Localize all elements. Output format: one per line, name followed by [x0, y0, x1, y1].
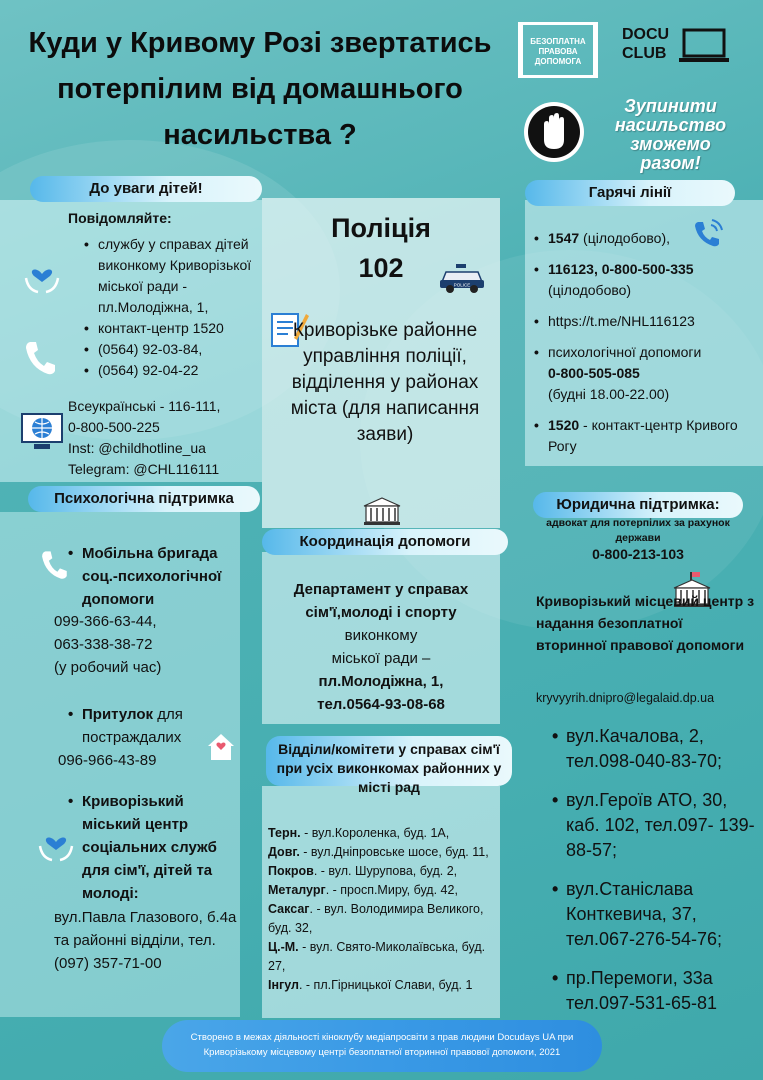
slogan-line: Зупинити: [624, 96, 717, 116]
heart-hands-icon: [22, 258, 62, 296]
house-icon: [204, 730, 238, 764]
list-item: [534, 228, 760, 249]
district-address: . - вул. Шурупова, буд. 2,: [313, 864, 458, 878]
heart-hands-icon: [36, 826, 76, 864]
national-line: Inst: @childhotline_ua: [68, 440, 206, 456]
police-number: 102: [358, 253, 404, 283]
district-address: . - просп.Миру, буд. 42,: [325, 883, 458, 897]
hotline-number: 1520: [548, 417, 580, 433]
legal-addresses: [552, 724, 760, 1030]
district: Саксаг: [268, 902, 310, 916]
docu-logo-line2: CLUB: [622, 45, 667, 62]
dept-sub: виконкому міської ради –: [331, 627, 431, 667]
hotline-note: (цілодобово): [548, 282, 632, 298]
district: Покров: [268, 864, 314, 878]
list-item: [268, 824, 500, 843]
list-item: [534, 415, 760, 457]
phone-icon: [38, 548, 70, 582]
shelter-phone: 096-966-43-89: [58, 752, 157, 769]
stop-hand-icon: [522, 100, 586, 164]
hotline-number: 0-800-505-085: [548, 365, 640, 381]
list-item: • службу у справах дітей виконкому Криворізької міської ради - пл.Молодіжна, 1,: [84, 234, 262, 318]
legal-header: Юридична підтримка:: [533, 492, 743, 518]
hotline-number: 1547: [548, 230, 580, 246]
list-item: [534, 259, 760, 301]
committees-list: [268, 824, 500, 995]
footer: Створено в межах діяльності кіноклубу медіапросвіти з прав людини Docudays UA при Криворізькому місцевому центрі безоплатної вторинної правової допомоги, 2021: [162, 1020, 602, 1072]
list-item: • (0564) 92-04-22: [84, 360, 262, 381]
national-line: Всеукраїнські - 116-111,: [68, 398, 221, 414]
national-line: Telegram: @CHL116111: [68, 461, 220, 477]
list-item: [268, 938, 500, 976]
dept-name: Департамент у справах сім'ї,молоді і спорту: [293, 581, 469, 621]
social-center-address: вул.Павла Глазового, б.4а та районні відділи, тел. (097) 357-71-00: [54, 909, 237, 972]
district-address: - вул.Короленка, буд. 1А,: [304, 826, 450, 840]
district: Терн.: [268, 826, 301, 840]
list-item: • Мобільна бригада соц.-психологічної допомоги: [68, 542, 240, 611]
phone-icon: [22, 338, 58, 378]
legal-phone: 0-800-213-103: [592, 546, 684, 562]
hotlines-list: [534, 228, 760, 457]
police-text: Криворізьке районне управління поліції, відділення у районах міста (для написання заяви): [290, 320, 480, 445]
legal-email[interactable]: kryvyyrih.dnipro@legalaid.dp.ua: [536, 691, 715, 705]
hotline-note: (цілодобово),: [579, 230, 671, 246]
shelter-rest: для постраждалих: [82, 706, 183, 746]
list-item: [268, 976, 500, 995]
report-label: Повідомляйте:: [68, 210, 172, 226]
hotline-note: - контакт-центр Кривого Рогу: [548, 417, 738, 454]
mobile-team: [68, 542, 240, 611]
district: Довг.: [268, 845, 300, 859]
committees-header: Відділи/комітети у справах сім'ї при усіх виконкомах районних у місті рад: [266, 736, 512, 786]
mobile-phones: [54, 610, 161, 679]
list-item: [268, 862, 500, 881]
legal-sub: адвокат для потерпілих за рахунок держави: [546, 517, 730, 544]
list-item: [268, 881, 500, 900]
district: Ц.-М.: [268, 940, 299, 954]
docu-club-logo: [622, 25, 669, 63]
list-item: • (0564) 92-03-84,: [84, 339, 262, 360]
slogan-line: зможемо: [630, 134, 711, 154]
police-title-line: Поліція: [331, 213, 431, 243]
hotline-link[interactable]: https://t.me/NHL116123: [548, 313, 695, 329]
district-address: . - вул. Володимира Великого, буд. 32,: [268, 902, 484, 935]
list-item: • вул.Качалова, 2, тел.098-040-83-70;: [552, 724, 760, 774]
hotline-note: (будні 18.00-22.00): [548, 386, 670, 402]
national-lines: [68, 396, 262, 480]
police-car-icon: [438, 262, 486, 294]
free-legal-aid-logo: БЕЗОПЛАТНА ПРАВОВА ДОПОМОГА: [518, 22, 598, 78]
district-address: . - пл.Гірницької Слави, буд. 1: [298, 978, 473, 992]
district: Інгул: [268, 978, 299, 992]
list-item: • вул.Героїв АТО, 30, каб. 102, тел.097- 139-88-57;: [552, 788, 760, 863]
list-item: • пр.Перемоги, 33а тел.097-531-65-81: [552, 966, 760, 1016]
police-badge: POLICE: [453, 282, 471, 288]
phone-line: 099-366-63-44,: [54, 613, 157, 630]
national-line: 0-800-500-225: [68, 419, 160, 435]
list-item: [268, 843, 500, 862]
hotlines-header: Гарячі лінії: [525, 180, 735, 206]
slogan: [598, 97, 743, 173]
coord-text: [262, 578, 500, 716]
dept-address: пл.Молодіжна, 1, тел.0564-93-08-68: [317, 673, 445, 713]
district-address: - вул.Дніпровське шосе, буд. 11,: [303, 845, 489, 859]
shelter-title: Притулок: [82, 706, 154, 723]
psych-header: Психологічна підтримка: [28, 486, 260, 512]
children-header: До уваги дітей!: [30, 176, 262, 202]
list-item: • вул.Станіслава Конткевича, 37, тел.067-276-54-76;: [552, 877, 760, 952]
list-item: [268, 900, 500, 938]
page-title: Куди у Кривому Розі звертатись потерпілим від домашнього насильства ?: [28, 27, 492, 151]
coord-header: Координація допомоги: [262, 529, 508, 555]
slogan-line: насильство: [614, 115, 727, 135]
list-item: • Криворізький міський центр соціальних служб для сім'ї, дітей та молоді:: [68, 790, 240, 905]
computer-globe-icon: [20, 412, 64, 452]
list-item: [534, 311, 760, 332]
children-contacts: [84, 234, 262, 381]
building-icon: [362, 496, 402, 526]
district-address: - вул. Свято-Миколаївська, буд. 27,: [268, 940, 486, 973]
legal-center: Криворізький місцевий центр з надання безоплатної вторинної правової допомоги: [536, 593, 755, 653]
hotline-text: психологічної допомоги: [548, 344, 702, 360]
social-center: [68, 790, 240, 905]
hotline-number: 116123, 0-800-500-335: [548, 261, 694, 277]
slogan-line: разом!: [640, 153, 701, 173]
phone-line: (у робочий час): [54, 659, 162, 676]
laptop-icon: [678, 28, 730, 64]
list-item: [534, 342, 760, 405]
district: Металург: [268, 883, 326, 897]
phone-line: 063-338-38-72: [54, 636, 153, 653]
list-item: • контакт-центр 1520: [84, 318, 262, 339]
docu-logo-line1: DOCU: [622, 26, 670, 43]
